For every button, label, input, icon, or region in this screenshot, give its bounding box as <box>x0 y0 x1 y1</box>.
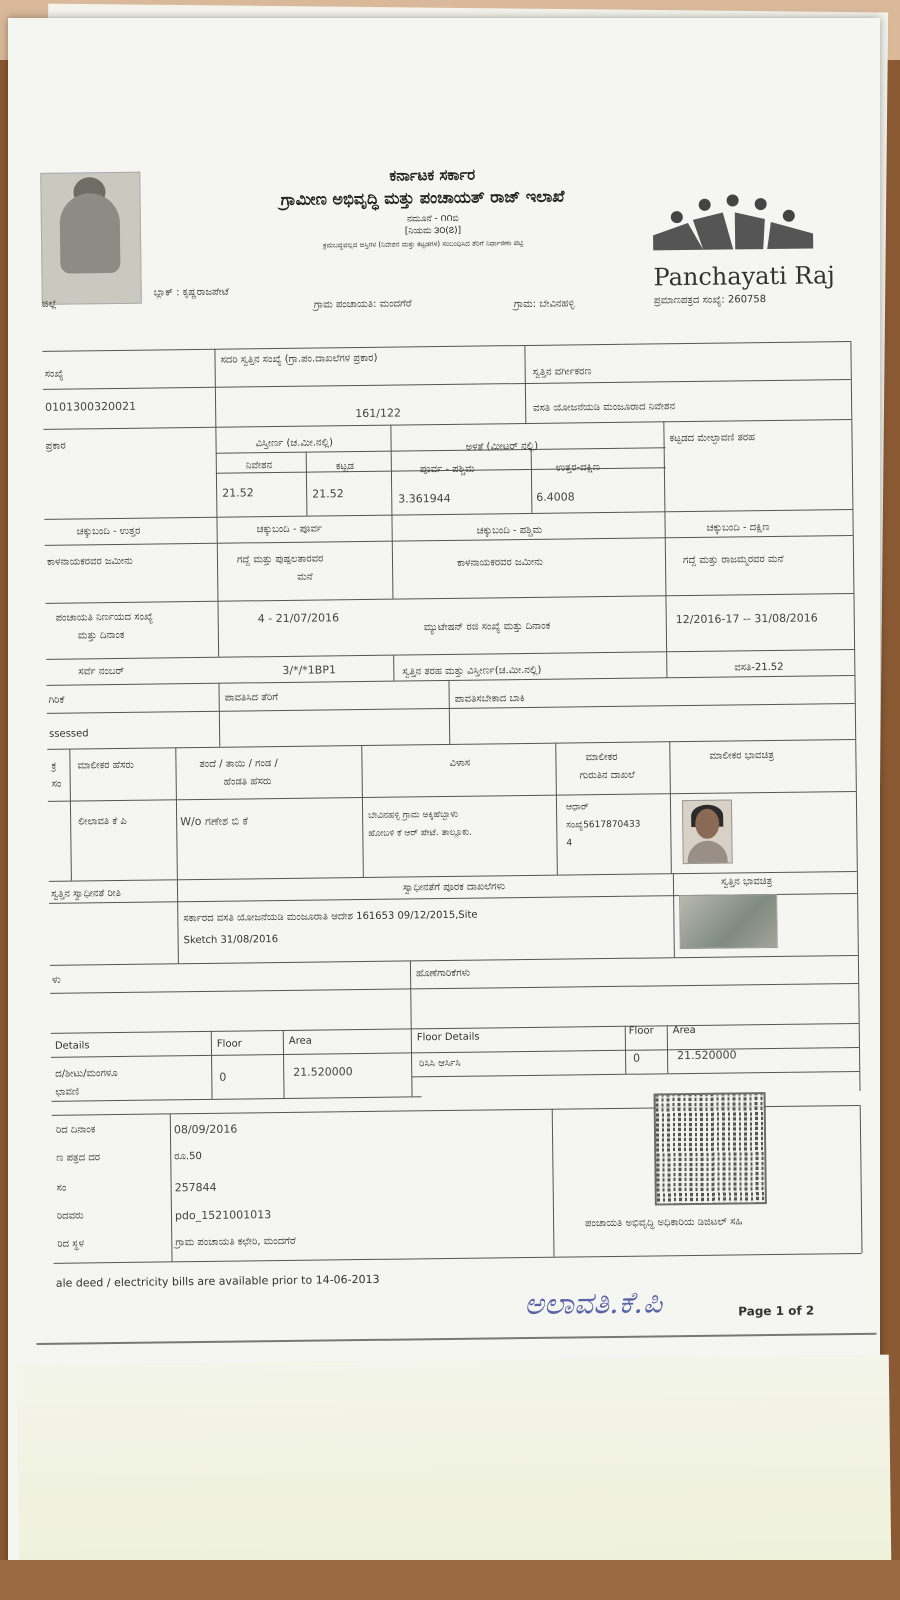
issued-by-label: ರಿದವರು <box>56 1210 84 1222</box>
north-south-label: ಉತ್ತರ-ದಕ್ಷಿಣ <box>555 462 601 474</box>
length-label: ಅಳತೆ (ಮೀಟರ್ ನಲ್ಲಿ) <box>465 440 539 453</box>
area-label: ವಿಸ್ತೀರ್ಣ (ಚ.ಮೀ.ನಲ್ಲಿ) <box>255 437 334 450</box>
paper-bottom-margin <box>17 1355 892 1584</box>
possession-docs-2: Sketch 31/08/2016 <box>183 934 279 947</box>
owner-id-3: 4 <box>566 838 573 849</box>
due-tax-label: ಪಾವತಿಸಬೇಕಾದ ಬಾಕಿ <box>454 693 525 705</box>
issue-place-label: ರಿದ ಸ್ಥಳ <box>57 1238 85 1250</box>
site-area-value: 21.52 <box>222 486 254 500</box>
west-boundary-value: ಕಾಳನಾಯಕರವರ ಜಮೀನು <box>456 556 543 569</box>
fee-label: ಣ ಪತ್ರದ ದರ <box>56 1152 101 1164</box>
owner-address-2: ಹೋಬಳಿ ಕೆ ಆರ್ ಪೇಟೆ. ತಾಲ್ಲೂಕು. <box>368 827 473 839</box>
west-boundary-label: ಚಕ್ಕುಬಂದಿ - ಪಶ್ಚಿಮ <box>476 524 543 537</box>
mutation-value: 12/2016-17 -- 31/08/2016 <box>675 611 818 627</box>
area-header-2: Area <box>672 1024 696 1037</box>
owner-name: ಲೀಲಾವತಿ ಕೆ ಪಿ <box>78 815 127 828</box>
mutation-label: ಮ್ಯುಟೇಷನ್ ರಜಿ ಸಂಖ್ಯೆ ಮತ್ತು ದಿನಾಂಕ <box>423 620 551 634</box>
state-emblem-icon <box>40 172 142 305</box>
relation-label-1: ತಂದೆ / ತಾಯಿ / ಗಂಡ / <box>199 758 278 770</box>
id-doc-label-1: ಮಾಲೀಕರ <box>585 751 618 764</box>
floor-details-value: ರಿಸಿಸಿ ಆರ್ಸಿಸಿ <box>419 1057 461 1070</box>
fee-value: ರೂ.50 <box>174 1150 202 1163</box>
district-label: ಜಿಲ್ಲೆ <box>41 298 57 310</box>
type-label: ಪ್ರಕಾರ <box>45 440 66 452</box>
classification-label: ಸ್ವತ್ತಿನ ವರ್ಗೀಕರಣ <box>532 366 592 378</box>
east-boundary-value-1: ಗದ್ದೆ ಮತ್ತು ಪುಷ್ಪಲತಾರವರ <box>236 553 324 566</box>
gp-label: ಗ್ರಾಮ ಪಂಚಾಯತಿ: ಮಂದಗೆರೆ <box>313 298 412 311</box>
rule-number: [ನಿಯಮ ౩౦(౭)] <box>404 225 462 237</box>
possession-docs-label: ಸ್ವಾಧೀನತೆಗೆ ಪೂರಕ ದಾಖಲೆಗಳು <box>402 881 506 894</box>
floor-header-2: Floor <box>628 1025 654 1037</box>
id-doc-label-2: ಗುರುತಿನ ದಾಖಲೆ <box>579 769 635 782</box>
handwritten-signature: ಅಲಾವತಿ.ಕೆ.ಪಿ <box>523 1285 663 1323</box>
village-label: ಗ್ರಾಮ: ಬೇವಿನಹಳ್ಳಿ <box>513 298 575 311</box>
panchayati-raj-logo-icon <box>643 193 824 255</box>
qr-code-icon <box>654 1092 767 1205</box>
page-number: Page 1 of 2 <box>738 1303 815 1319</box>
survey-value: 3/*/*1BP1 <box>282 663 337 677</box>
owner-relation: W/o ಗಣೇಶ ಬಿ ಕೆ <box>180 814 249 829</box>
building-label: ಕಟ್ಟಡ <box>335 461 355 473</box>
liabilities-left-label: ಳು <box>52 974 61 986</box>
east-boundary-value-2: ಮನೆ <box>297 571 313 583</box>
roof-row-label-2: ಛಾವಣಿ <box>55 1086 80 1098</box>
east-west-label: ಪೂರ್ವ - ಪಶ್ಚಿಮ <box>419 463 475 476</box>
document-body <box>0 13 891 1584</box>
floor-details-header: Details <box>54 1040 90 1052</box>
address-label: ವಿಳಾಸ <box>449 757 471 769</box>
property-id-value: 0101300320021 <box>45 399 137 414</box>
govt-title: ಕರ್ನಾಟಕ ಸರ್ಕಾರ <box>389 165 476 185</box>
owner-address-1: ಬೇವಿನಹಳ್ಳಿ ಗ್ರಾಮ ಅಕ್ಕಿಹೆಬ್ಬಾಳು <box>368 809 459 821</box>
liabilities-label: ಹೊಣೆಗಾರಿಕೆಗಳು <box>415 967 471 980</box>
resolution-value: 4 - 21/07/2016 <box>257 611 340 626</box>
digital-signature-label: ಪಂಚಾಯತಿ ಅಭಿವೃದ್ಧಿ ಅಧಿಕಾರಿಯ ಡಿಜಿಟಲ್ ಸಹಿ <box>585 1216 743 1230</box>
property-number-label: ಸದರಿ ಸ್ವತ್ತಿನ ಸಂಖ್ಯೆ (ಗ್ರಾ.ಪಂ.ದಾಖಲೆಗಳ ಪ್ರಕಾರ) <box>220 352 378 366</box>
brand-name: Panchayati Raj <box>653 261 835 292</box>
owner-id-2: ಸಂಖ್ಯೆ5617870433 <box>566 819 641 831</box>
owner-photo <box>682 799 733 864</box>
form-number: ನಮೂನೆ - ౧౧ಬಿ <box>406 213 459 225</box>
dept-title: ಗ್ರಾಮೀಣ ಅಭಿವೃದ್ಧಿ ಮತ್ತು ಪಂಚಾಯತ್ ರಾಜ್ ಇಲಾಖೆ <box>280 186 565 209</box>
table-edge <box>0 1560 900 1600</box>
roof-type-label: ಕಟ್ಟಡದ ಮೇಲ್ಛಾವಣಿ ತರಹ <box>669 432 756 445</box>
survey-label: ಸರ್ವೆ ನಂಬರ್ <box>78 665 125 678</box>
receipt-label: ಸಂ <box>56 1182 67 1194</box>
receipt-value: 257844 <box>174 1180 217 1195</box>
tax-label: ಗಿರಿಕೆ <box>48 694 65 706</box>
site-label: ನಿವೇಶನ <box>245 460 273 472</box>
area-value-2: 21.520000 <box>676 1048 737 1063</box>
property-type-label: ಸ್ವತ್ತಿನ ತರಹ ಮತ್ತು ವಿಸ್ತೀರ್ಣ(ಚ.ಮೀ.ನಲ್ಲಿ) <box>402 664 542 678</box>
footer-note: ale deed / electricity bills are available prior to 14-06-2013 <box>55 1272 380 1290</box>
roof-row-label-1: ದ/ಶೀಟು/ಮಂಗಳೂ <box>55 1068 118 1080</box>
possession-label: ಸ್ವತ್ತಿನ ಸ್ವಾಧೀನತೆ ರೀತಿ <box>50 887 121 900</box>
serial-label-1: ಕ್ರ <box>51 760 57 772</box>
floor-value: 0 <box>219 1070 227 1084</box>
property-number-value: 161/122 <box>355 406 401 421</box>
serial-label-2: ಸಂ <box>51 778 62 790</box>
south-boundary-value: ಗದ್ದೆ ಮತ್ತು ರಾಜಮ್ಮರವರ ಮನೆ <box>682 553 784 567</box>
paid-tax-label: ಪಾವತಿಸಿದ ತೆರಿಗೆ <box>224 692 279 704</box>
area-header: Area <box>288 1035 312 1047</box>
possession-docs-1: ಸರ್ಕಾರದ ವಸತಿ ಯೋಜನೆಯಡಿ ಮಂಜೂರಾತಿ ಆದೇಶ 161653 09/12/2015,Site <box>183 909 478 925</box>
floor-header: Floor <box>216 1038 242 1050</box>
form-subtitle: ಕ್ರಮಬದ್ಧವಲ್ಲದ ಆಸ್ತಿಗಳ (ನಿವೇಶನ ಮತ್ತು ಕಟ್ಟಡಗಳ) ಸಂಬಂಧಿಸಿದ ತೆರಿಗೆ ನಿರ್ಧಾರಣಾ ಪಟ್ಟಿ <box>322 239 524 250</box>
building-area-value: 21.52 <box>312 487 344 501</box>
relation-label-2: ಹೆಂಡತಿ ಹೆಸರು <box>223 776 272 788</box>
floor-value-2: 0 <box>633 1051 641 1065</box>
east-boundary-label: ಚಕ್ಕುಬಂದಿ - ಪೂರ್ವ <box>256 523 323 536</box>
issued-by-value: pdo_1521001013 <box>174 1208 272 1223</box>
issue-date-value: 08/09/2016 <box>173 1122 238 1137</box>
issue-date-label: ರಿದ ದಿನಾಂಕ <box>55 1124 96 1136</box>
owner-photo-label: ಮಾಲೀಕರ ಭಾವಚಿತ್ರ <box>709 749 774 762</box>
property-photo <box>679 894 778 949</box>
owner-name-label: ಮಾಲೀಕರ ಹೆಸರು <box>77 759 134 772</box>
owner-id-1: ಆಧಾರ್ <box>565 802 589 813</box>
property-id-label: ಸಂಖ್ಯೆ <box>44 368 64 380</box>
north-south-value: 6.4008 <box>536 490 575 504</box>
resolution-label-1: ಪಂಚಾಯತಿ ನಿರ್ಣಯದ ಸಂಖ್ಯೆ <box>55 611 154 624</box>
floor-details-header-2: Floor Details <box>416 1031 480 1044</box>
assessed-label: ssessed <box>49 728 89 740</box>
document-paper <box>8 18 880 1578</box>
north-boundary-value: ಕಾಳನಾಯಕರವರ ಜಮೀನು <box>46 555 133 568</box>
area-value: 21.520000 <box>293 1065 353 1079</box>
issue-place-value: ಗ್ರಾಮ ಪಂಚಾಯತಿ ಕಛೇರಿ, ಮಂದಗೆರೆ <box>175 1235 296 1249</box>
property-photo-label: ಸ್ವತ್ತಿನ ಭಾವಚಿತ್ರ <box>720 876 773 888</box>
south-boundary-label: ಚಕ್ಕುಬಂದಿ - ದಕ್ಷಿಣ <box>706 522 770 534</box>
north-boundary-label: ಚಕ್ಕುಬಂದಿ - ಉತ್ತರ <box>76 525 141 538</box>
east-west-value: 3.361944 <box>398 491 451 506</box>
certificate-number: ಪ್ರಮಾಣಪತ್ರದ ಸಂಖ್ಯೆ: 260758 <box>653 294 767 307</box>
classification-value: ವಸತಿ ಯೋಜನೆಯಡಿ ಮಂಜೂರಾದ ನಿವೇಶನ <box>533 401 676 414</box>
taluk-label: ಬ್ಲಾಕ್ : ಕೃಷ್ಣರಾಜಪೇಟೆ <box>153 286 229 299</box>
property-type-value: ವಸತಿ-21.52 <box>734 661 784 674</box>
resolution-label-2: ಮತ್ತು ದಿನಾಂಕ <box>77 629 125 642</box>
